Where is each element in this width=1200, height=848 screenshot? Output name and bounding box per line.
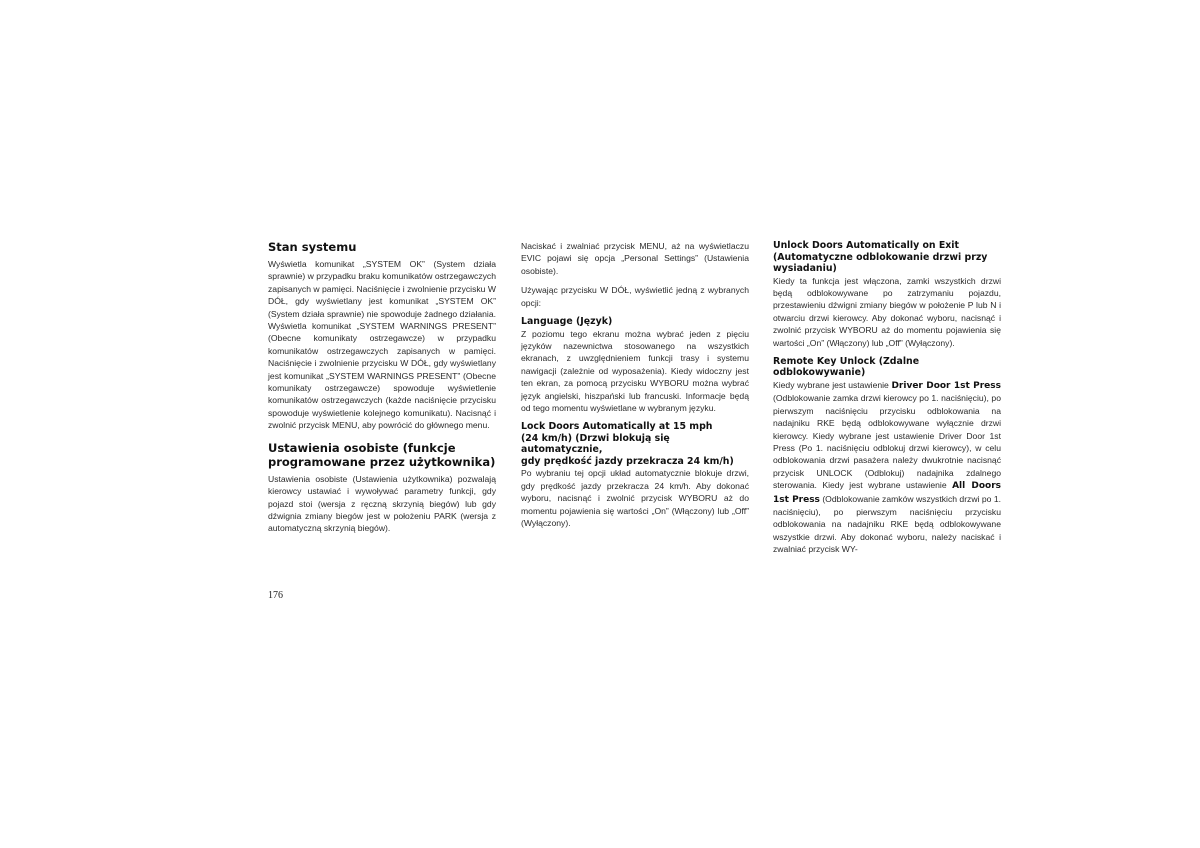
column-left <box>268 240 496 535</box>
page-number: 176 <box>268 590 283 601</box>
heading-lock-line3: gdy prędkość jazdy przekracza 24 km/h) <box>521 455 734 467</box>
heading-unlock-line2: (Automatyczne odblokowanie drzwi przy <box>773 251 988 263</box>
paragraph-stan-systemu: Wyświetla komunikat „SYSTEM OK” (System działa sprawnie) w przypadku braku komunikatów ostrzegawczych zapisanych w pamięci. Naciśnięcie i zwolnienie przycisku W DÓŁ, gdy wyświetlany jest komunikat „SYSTEM OK” (System działa sprawnie) nie spowoduje żadnego działania. Wyświetla komunikat „SYSTEM WARNINGS PRESENT” (Obecne komunikaty ostrzegawcze) w przypadku komunikatów ostrzegawczych zapisanych w pamięci. Naciśnięcie i zwolnienie przycisku W DÓŁ, gdy wyświetlany jest komunikat „SYSTEM WARNINGS PRESENT” (Obecne komunikaty ostrzegawcze) spowoduje wyświetlenie komunikatów ostrzegawczych (każde naciśnięcie przycisku spowoduje wyświetlenie kolejnego komunikatu). Nacisnąć i zwolnić przycisk MENU, aby powrócić do głównego menu. <box>268 259 496 431</box>
column-middle <box>521 240 749 529</box>
heading-lock-line1: Lock Doors Automatically at 15 mph <box>521 421 713 433</box>
heading-remote-line2: odblokowywanie) <box>773 367 866 379</box>
heading-unlock-line1: Unlock Doors Automatically on Exit <box>773 240 959 251</box>
heading-remote-line1: Remote Key Unlock (Zdalne <box>773 355 920 367</box>
heading-lock-line2: (24 km/h) (Drzwi blokują się automatycznie, <box>521 432 670 456</box>
paragraph-ustawienia: Ustawienia osobiste (Ustawienia użytkownika) pozwalają kierowcy ustawiać i wywoływać parametry funkcji, gdy pojazd stoi (wersja z ręczną skrzynią biegów) lub gdy dźwignia zmiany biegów jest w położeniu PARK (wersja z automatyczną skrzynią biegów). <box>268 473 496 534</box>
paragraph-down-button: Używając przycisku W DÓŁ, wyświetlić jedną z wybranych opcji: <box>521 285 749 308</box>
column-right <box>773 240 1001 556</box>
paragraph-lock: Po wybraniu tej opcji układ automatycznie blokuje drzwi, gdy prędkość jazdy przekracza 24 km/h. Aby dokonać wyboru, nacisnąć i zwolnić przycisk WYBORU aż do momentu pojawienia się wartości „On” (Włączony) lub „Off” (Wyłączony). <box>521 468 749 528</box>
remote-text-e: (Odblokowanie zamków wszystkich drzwi po 1. naciśnięciu), po pierwszym naciśnięciu przycisku odblokowania na nadajniku RKE będą odblokowywane wszystkie drzwi. Aby dokonać wyboru, należy naciskać i zwalniać przycisk WY- <box>773 493 1001 555</box>
heading-language: Language (Język) <box>521 316 613 328</box>
heading-stan-systemu: Stan systemu <box>268 240 357 254</box>
paragraph-remote <box>773 379 1001 556</box>
remote-text-a: Kiedy wybrane jest ustawienie <box>773 379 892 390</box>
paragraph-unlock: Kiedy ta funkcja jest włączona, zamki wszystkich drzwi będą odblokowywane po zatrzymaniu pojazdu, przestawieniu dźwigni zmiany biegów w położenie P lub N i otwarciu drzwi kierowcy. Aby dokonać wyboru, nacisnąć i zwolnić przycisk WYBORU aż do momentu pojawienia się wartości „On” (Włączony) lub „Off” (Wyłączony). <box>773 275 1001 348</box>
paragraph-menu: Naciskać i zwalniać przycisk MENU, aż na wyświetlaczu EVIC pojawi się opcja „Personal Settings” (Ustawienia osobiste). <box>521 241 749 276</box>
heading-unlock-line3: wysiadaniu) <box>773 263 837 274</box>
heading-ustawienia-line2: programowane przez użytkownika) <box>268 454 496 469</box>
paragraph-language: Z poziomu tego ekranu można wybrać jeden z pięciu języków nazewnictwa stosowanego na wszystkich ekranach, z uwzględnieniem funkcji trasy i systemu nawigacji (zależnie od wyposażenia). Kiedy widoczny jest ten ekran, za pomocą przycisku WYBORU można wybrać język angielski, hiszpański lub francuski. Informacje będą od tego momentu wyświetlane w wybranym języku. <box>521 328 749 413</box>
heading-ustawienia-line1: Ustawienia osobiste (funkcje <box>268 440 456 455</box>
remote-bold-all-doors: All Doors 1st Press <box>773 481 1002 505</box>
remote-bold-driver-door: Driver Door 1st Press <box>891 380 1002 391</box>
remote-text-c: (Odblokowanie zamka drzwi kierowcy po 1. naciśnięciu), po pierwszym naciśnięciu przycisku odblokowania na nadajniku RKE będą odblokowywane wyłącznie drzwi kierowcy. Kiedy wybrane jest ustawienie Driver Door 1st Press (Po 1. naciśnięciu odblokuj drzwi kierowcy), w celu odblokowania drzwi pasażera należy dwukrotnie nacisnąć przycisk UNLOCK (Odblokuj) nadajnika zdalnego sterowania. Kiedy jest wybrane ustawienie <box>773 393 1001 491</box>
